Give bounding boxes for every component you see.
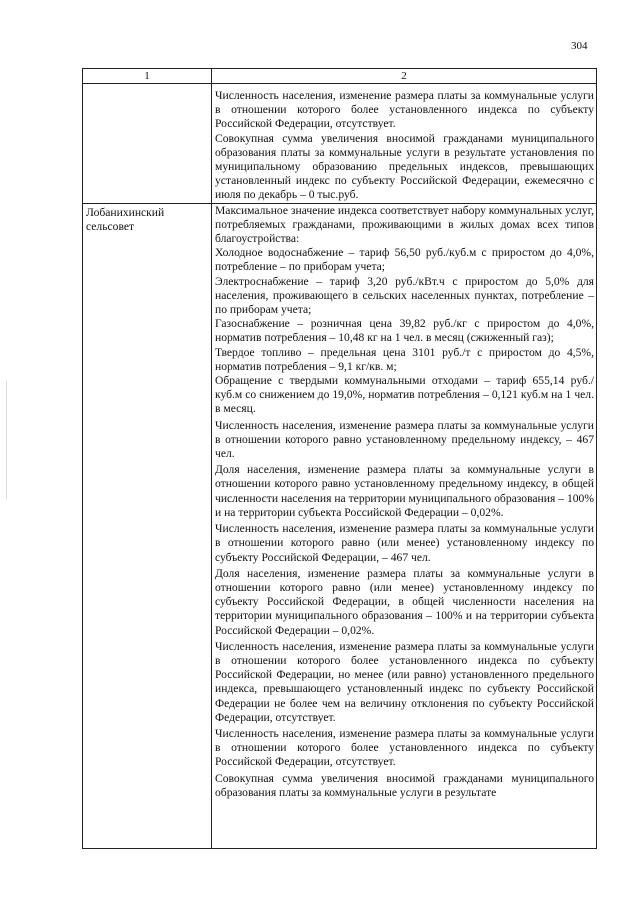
column-header-1: 1	[83, 69, 212, 84]
paragraph: Численность населения, изменение размера платы за коммунальные услуги в отношении которого равно установленному предельному индексу, – 467 чел.	[215, 418, 594, 461]
paragraph: Максимальное значение индекса соответствует набору коммунальных услуг, потребляемых гражданами, проживающими в жилых домах всех типов благоустройства:	[215, 203, 594, 246]
paragraph: Газоснабжение – розничная цена 39,82 руб./кг с приростом до 4,0%, норматив потребления – 10,48 кг на 1 чел. в месяц (сжиженный газ);	[215, 317, 594, 345]
paragraph: Твердое топливо – предельная цена 3101 руб./т с приростом до 4,5%, норматив потребления – 9,1 кг/кв. м;	[215, 345, 594, 373]
paragraph: Доля населения, изменение размера платы за коммунальные услуги в отношении которого равно установленному предельному индексу, в общей численности населения на территории муниципального образования – 100% и на территории субъекта Российской Федерации – 0,02%.	[215, 463, 594, 519]
municipality-cell	[83, 84, 212, 204]
paragraph: Совокупная сумма увеличения вносимой гражданами муниципального образования платы за коммунальные услуги в результате	[215, 771, 594, 799]
table-header-row	[83, 69, 597, 84]
column-header-2: 2	[212, 69, 597, 84]
paragraph: Совокупная сумма увеличения вносимой гражданами муниципального образования платы за коммунальные услуги в результате установления по муниципальному образованию предельных индексов, превышающих установленный индекс по субъекту Российской Федерации, ежемесячно с июля по декабрь – 0 тыс.руб.	[215, 131, 594, 202]
paragraph: Доля населения, изменение размера платы за коммунальные услуги в отношении которого равно (или менее) установленному индексу по субъекту Российской Федерации, в общей численности населения на территории муниципального образования – 100% и на территории субъекта Российской Федерации – 0,02%.	[215, 566, 594, 637]
table-row	[83, 84, 597, 204]
description-cell	[212, 203, 597, 848]
paragraph: Численность населения, изменение размера платы за коммунальные услуги в отношении которого более установленного индекса по субъекту Российской Федерации, отсутствует.	[215, 726, 594, 769]
data-table	[82, 68, 597, 849]
table-row	[83, 203, 597, 848]
paragraph: Обращение с твердыми коммунальными отходами – тариф 655,14 руб./куб.м со снижением до 19,0%, норматив потребления – 0,121 куб.м на 1 чел. в месяц.	[215, 374, 594, 416]
paragraph: Численность населения, изменение размера платы за коммунальные услуги в отношении которого равно (или менее) установленному индексу по субъекту Российской Федерации, – 467 чел.	[215, 522, 594, 564]
municipality-cell	[83, 203, 212, 848]
paragraph: Электроснабжение – тариф 3,20 руб./кВт.ч с приростом до 5,0% для населения, проживающего в сельских населенных пунктах, потребление – по приборам учета;	[215, 274, 594, 317]
page-number: 304	[571, 40, 588, 52]
description-cell	[212, 84, 597, 204]
paragraph: Численность населения, изменение размера платы за коммунальные услуги в отношении которого более установленного индекса по субъекту Российской Федерации, отсутствует.	[215, 89, 594, 131]
paragraph: Численность населения, изменение размера платы за коммунальные услуги в отношении которого более установленного индекса по субъекту Российской Федерации, но менее (или равно) установленного предельного индекса, превышающего установленный индекс по субъекту Российской Федерации не более чем на величину отклонения по субъекту Российской Федерации, отсутствует.	[215, 639, 594, 724]
scan-edge-mark	[6, 380, 7, 500]
paragraph: Холодное водоснабжение – тариф 56,50 руб./куб.м с приростом до 4,0%, потребление – по приборам учета;	[215, 246, 594, 274]
municipality-name: Лобанихинский сельсовет	[86, 205, 165, 233]
